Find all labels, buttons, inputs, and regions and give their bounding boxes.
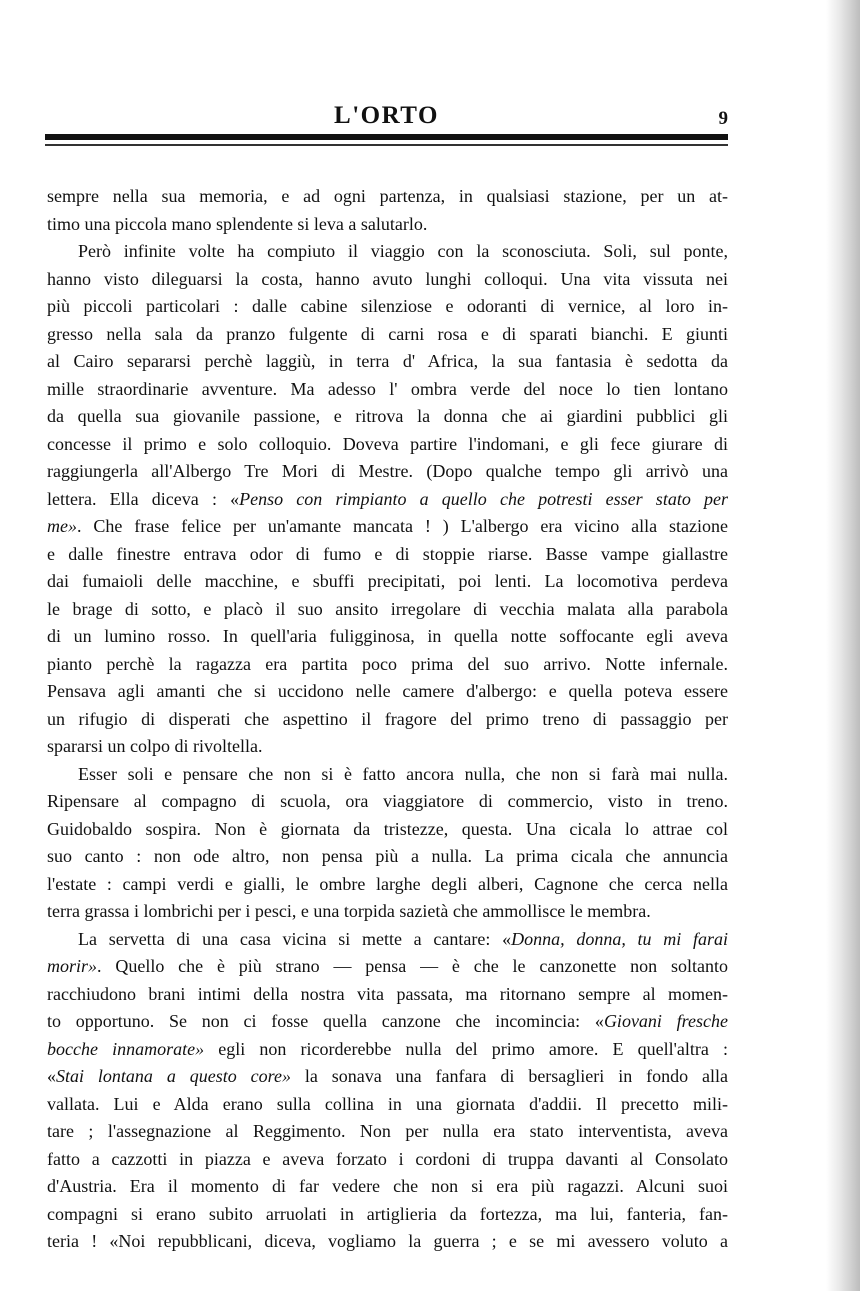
text-line: l'estate : campi verdi e gialli, le ombre larghe degli alberi, Cagnone che cerca nella bbox=[47, 873, 728, 894]
text-run: lettera. Ella diceva : « bbox=[47, 488, 240, 509]
text-line bbox=[47, 1063, 728, 1091]
text-line: Però infinite volte ha compiuto il viaggio con la sconosciuta. Soli, sul ponte, bbox=[78, 241, 728, 261]
text-line: tare ; l'assegnazione al Reggimento. Non per nulla era stato interventista, aveva bbox=[47, 1121, 728, 1141]
text-line: dai fumaioli delle macchine, e sbuffi precipitati, poi lenti. La locomotiva perdeva bbox=[47, 571, 728, 591]
text-line: Guidobaldo sospira. Non è giornata da tristezze, questa. Una cicala lo attrae col bbox=[47, 818, 728, 839]
text-line bbox=[47, 1008, 728, 1036]
italic-quote: Stai lontana a questo core» bbox=[56, 1066, 291, 1086]
italic-quote: Penso con rimpianto a quello che potresti esser stato per bbox=[239, 488, 728, 509]
text-line: sempre nella sua memoria, e ad ogni partenza, in qualsiasi stazione, per un at- bbox=[47, 186, 728, 206]
text-line bbox=[47, 486, 728, 514]
text-line bbox=[47, 1036, 728, 1064]
text-run: to opportuno. Se non ci fosse quella canzone che incomincia: « bbox=[47, 1011, 604, 1031]
page-edge-shadow bbox=[826, 0, 860, 1291]
text-line: teria ! «Noi repubblicani, diceva, vogliamo la guerra ; e se mi avessero voluto a bbox=[47, 1231, 728, 1251]
text-run: « bbox=[47, 1066, 56, 1086]
text-run: egli non ricorderebbe nulla del primo amore. E quell'altra : bbox=[204, 1038, 728, 1059]
text-line: raggiungerla all'Albergo Tre Mori di Mestre. (Dopo qualche tempo gli arrivò una bbox=[47, 461, 728, 481]
text-line: vallata. Lui e Alda erano sulla collina in una giornata d'addii. Il precetto mili- bbox=[47, 1093, 728, 1114]
text-line: gresso nella sala da pranzo fulgente di carni rosa e di sparati bianchi. E giunti bbox=[47, 323, 728, 344]
text-line: d'Austria. Era il momento di far vedere che non si era più ragazzi. Alcuni suoi bbox=[47, 1176, 728, 1196]
text-line: di un lumino rosso. In quell'aria fuligginosa, in quella notte soffocante egli aveva bbox=[47, 626, 728, 646]
text-line: spararsi un colpo di rivoltella. bbox=[47, 736, 263, 756]
header-rule-thin bbox=[45, 144, 728, 146]
text-line: pianto perchè la ragazza era partita poco prima del suo arrivo. Notte infernale. bbox=[47, 653, 728, 674]
running-title: L'ORTO bbox=[334, 102, 439, 129]
text-line: racchiudono brani intimi della nostra vita passata, ma ritornano sempre al momen- bbox=[47, 983, 728, 1004]
text-line: Ripensare al compagno di scuola, ora viaggiatore di commercio, visto in treno. bbox=[47, 791, 728, 811]
text-line bbox=[47, 926, 728, 954]
text-run: . Che frase felice per un'amante mancata ! ) L'albergo era vicino alla stazione bbox=[77, 516, 728, 536]
text-line: da quella sua giovanile passione, e ritrova la donna che ai giardini pubblici gli bbox=[47, 406, 728, 426]
text-line: suo canto : non ode altro, non pensa più a nulla. La prima cicala che annuncia bbox=[47, 846, 728, 866]
text-line: timo una piccola mano splendente si leva a salutarlo. bbox=[47, 213, 428, 234]
italic-quote: bocche innamorate» bbox=[47, 1038, 205, 1059]
italic-quote: Donna, donna, tu mi farai bbox=[511, 928, 729, 949]
text-line: più piccoli particolari : dalle cabine silenziose e odoranti di vernice, al loro in- bbox=[47, 296, 728, 316]
text-line: e dalle finestre entrava odor di fumo e di stoppie riarse. Basse vampe giallastre bbox=[47, 543, 728, 564]
text-line: fatto a cazzotti in piazza e aveva forzato i cordoni di truppa davanti al Consolato bbox=[47, 1148, 728, 1169]
text-run: la sonava una fanfara di bersaglieri in fondo alla bbox=[290, 1066, 728, 1086]
text-line: terra grassa i lombrichi per i pesci, e una torpida sazietà che ammollisce le membra. bbox=[47, 901, 651, 921]
text-line: mille straordinarie avventure. Ma adesso l' ombra verde del noce lo tien lontano bbox=[47, 378, 728, 399]
text-line: Pensava agli amanti che si uccidono nelle camere d'albergo: e quella poteva essere bbox=[47, 681, 728, 701]
text-line: al Cairo separarsi perchè laggiù, in terra d' Africa, la sua fantasia è sedotta da bbox=[47, 351, 728, 371]
body-text bbox=[47, 183, 728, 1256]
italic-quote: me» bbox=[47, 516, 77, 536]
header-rule bbox=[45, 134, 728, 140]
text-line bbox=[47, 513, 728, 541]
text-line: Esser soli e pensare che non si è fatto ancora nulla, che non si farà mai nulla. bbox=[78, 763, 728, 784]
text-line: le brage di sotto, e placò il suo ansito irregolare di vecchia malata alla parabola bbox=[47, 598, 728, 619]
page-number: 9 bbox=[718, 108, 728, 129]
text-run: La servetta di una casa vicina si mette a cantare: « bbox=[78, 928, 512, 949]
text-line: concesse il primo e solo colloquio. Doveva partire l'indomani, e gli fece giurare di bbox=[47, 433, 728, 454]
text-line: compagni si erano subito arruolati in artiglieria da fortezza, ma lui, fanteria, fan- bbox=[47, 1203, 728, 1224]
italic-quote: Giovani fresche bbox=[603, 1011, 728, 1031]
text-line: hanno visto dileguarsi la costa, hanno avuto lunghi colloqui. Una vita vissuta nei bbox=[47, 268, 728, 289]
text-run: . Quello che è più strano — pensa — è che le canzonette non soltanto bbox=[97, 956, 728, 976]
text-line: un rifugio di disperati che aspettino il fragore del primo treno di passaggio per bbox=[47, 708, 728, 729]
italic-quote: morir» bbox=[47, 956, 98, 976]
text-line bbox=[47, 953, 728, 981]
